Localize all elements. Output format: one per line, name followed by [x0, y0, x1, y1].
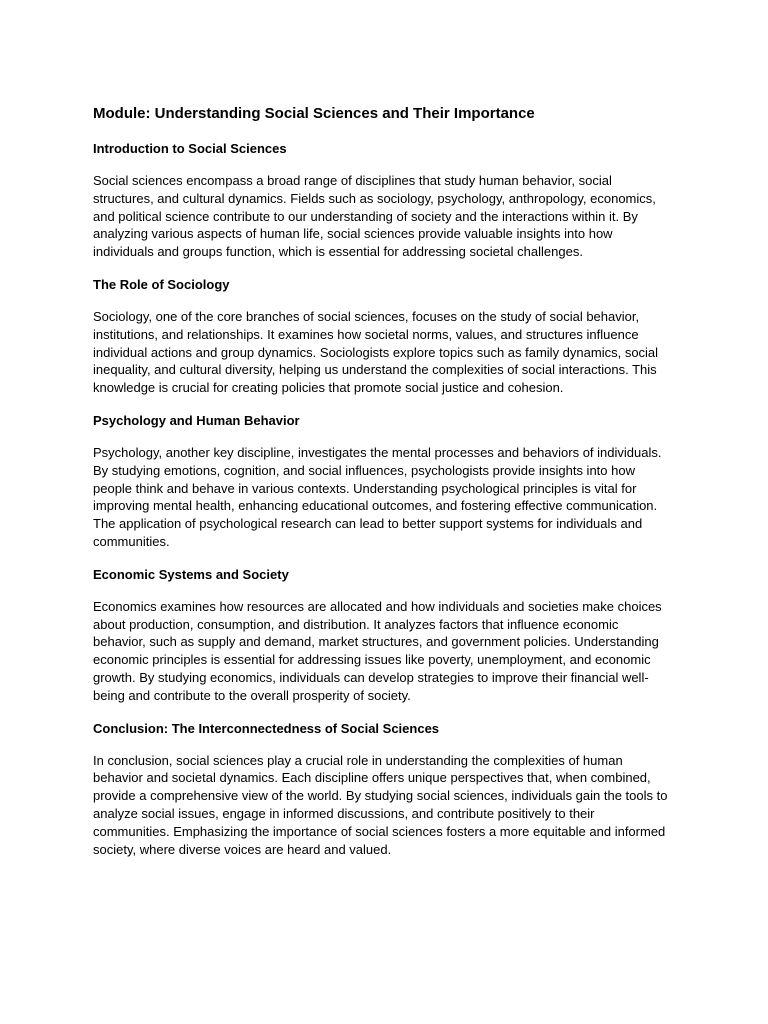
section-sociology	[93, 276, 672, 397]
section-heading: The Role of Sociology	[93, 276, 230, 292]
section-conclusion	[93, 720, 672, 859]
section-paragraph: Sociology, one of the core branches of social sciences, focuses on the study of social behavior, institutions, and relationships. It examines how societal norms, values, and structures influence individual actions and group dynamics. Sociologists explore topics such as family dynamics, social inequality, and cultural diversity, helping us understand the complexities of social interactions. This knowledge is crucial for creating policies that promote social justice and cohesion.	[93, 308, 659, 396]
section-heading: Economic Systems and Society	[93, 566, 289, 582]
section-paragraph: Psychology, another key discipline, investigates the mental processes and behaviors of individuals. By studying emotions, cognition, and social influences, psychologists provide insights into how people think and behave in various contexts. Understanding psychological principles is vital for improving mental health, enhancing educational outcomes, and fostering effective communication. The application of psychological research can lead to better support systems for individuals and communities.	[93, 444, 662, 549]
section-heading: Introduction to Social Sciences	[93, 141, 287, 156]
section-paragraph: Social sciences encompass a broad range of disciplines that study human behavior, social structures, and cultural dynamics. Fields such as sociology, psychology, anthropology, economics, and political science contribute to our understanding of society and the interactions within it. By analyzing various aspects of human life, social sciences provide valuable insights into how individuals and groups function, which is essential for addressing societal challenges.	[93, 173, 656, 260]
section-heading: Conclusion: The Interconnectedness of Social Sciences	[93, 720, 440, 736]
section-paragraph: In conclusion, social sciences play a crucial role in understanding the complexities of human behavior and societal dynamics. Each discipline offers unique perspectives that, when combined, provide a comprehensive view of the world. By studying social sciences, individuals gain the tools to analyze social issues, engage in informed discussions, and contribute positively to their communities. Emphasizing the importance of social sciences fosters a more equitable and informed society, where diverse voices are heard and valued.	[93, 752, 668, 857]
section-introduction	[93, 140, 672, 261]
section-paragraph: Economics examines how resources are allocated and how individuals and societies make choices about production, consumption, and distribution. It analyzes factors that influence economic behavior, such as supply and demand, market structures, and government policies. Understanding economic principles is essential for addressing issues like poverty, unemployment, and economic growth. By studying economics, individuals can develop strategies to improve their financial well-being and contribute to the overall prosperity of society.	[93, 598, 662, 703]
section-psychology	[93, 412, 672, 551]
document-title: Module: Understanding Social Sciences and Their Importance	[93, 105, 535, 122]
section-heading: Psychology and Human Behavior	[93, 412, 300, 428]
section-economics	[93, 566, 672, 705]
